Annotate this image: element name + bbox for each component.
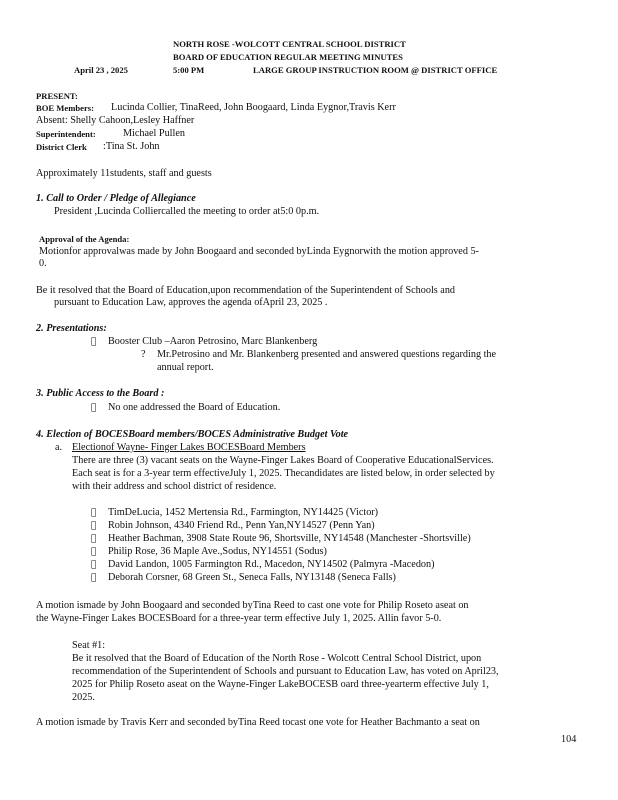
seat-1-line2: recommendation of the Superintendent of Schools and pursuant to Education Law, has voted on April23, — [72, 666, 499, 677]
section-1-body: President ,Lucinda Colliercalled the meeting to order at5:0 0p.m. — [54, 206, 320, 217]
item-a-line2: Each seat is for a 3-year term effectiveJuly 1, 2025. Thecandidates are listed below, in order selected by — [72, 468, 495, 479]
bullet-box-icon — [91, 507, 96, 519]
motion-2-line1: A motion ismade by Travis Kerr and seconded byTina Reed tocast one vote for Heather Bachmanto a seat on — [36, 717, 480, 728]
present-label: PRESENT: — [36, 91, 78, 101]
seat-1-line1: Be it resolved that the Board of Education of the North Rose - Wolcott Central School District, upon — [72, 653, 482, 664]
section-3-title: 3. Public Access to the Board : — [36, 388, 165, 399]
bullet-box-icon — [91, 336, 96, 348]
item-a-line1: There are three (3) vacant seats on the Wayne-Finger Lakes Board of Cooperative EducationalServices. — [72, 455, 494, 466]
motion-1-line2: the Wayne-Finger Lakes BOCESBoard for a three-year term effective July 1, 2025. Allin favor 5-0. — [36, 613, 442, 624]
candidate-item: Heather Bachman, 3908 State Route 96, Shortsville, NY14548 (Manchester -Shortsville) — [108, 533, 471, 544]
boe-members-label: BOE Members: — [36, 103, 94, 113]
agenda-motion-line1: Motionfor approvalwas made by John Boogaard and seconded byLinda Eygnorwith the motion approved 5- — [39, 246, 479, 257]
candidate-item: TimDeLucia, 1452 Mertensia Rd., Farmington, NY14425 (Victor) — [108, 507, 379, 518]
presentation-detail-line2: annual report. — [157, 362, 214, 373]
page-number: 104 — [561, 734, 577, 745]
superintendent-name: Michael Pullen — [123, 128, 185, 139]
candidate-item: Deborah Corsner, 68 Green St., Seneca Falls, NY13148 (Seneca Falls) — [108, 572, 396, 583]
seat-1-label: Seat #1: — [72, 640, 106, 651]
motion-1-line1: A motion ismade by John Boogaard and seconded byTina Reed to cast one vote for Philip Roseto aseat on — [36, 600, 469, 611]
section-2-title: 2. Presentations: — [36, 323, 107, 334]
bullet-box-icon — [91, 559, 96, 571]
header-meeting-title: BOARD OF EDUCATION REGULAR MEETING MINUTES — [173, 52, 403, 62]
item-a-line3: with their address and school district of residence. — [72, 481, 277, 492]
candidate-item: David Landon, 1005 Farmington Rd., Macedon, NY14502 (Palmyra -Macedon) — [108, 559, 435, 570]
bullet-box-icon — [91, 533, 96, 545]
candidate-item: Robin Johnson, 4340 Friend Rd., Penn Yan,NY14527 (Penn Yan) — [108, 520, 375, 531]
header-district: NORTH ROSE -WOLCOTT CENTRAL SCHOOL DISTRICT — [173, 39, 406, 49]
absent-members: Absent: Shelly Cahoon,Lesley Haffner — [36, 115, 195, 126]
bullet-box-icon — [91, 402, 96, 414]
section-4-title: 4. Election of BOCESBoard members/BOCES Administrative Budget Vote — [36, 429, 349, 440]
bullet-box-icon — [91, 546, 96, 558]
item-a-label: a. — [55, 442, 63, 453]
agenda-label: Approval of the Agenda: — [39, 234, 130, 244]
agenda-resolution-line2: pursuant to Education Law, approves the agenda ofApril 23, 2025 . — [54, 297, 328, 308]
presentation-item: Booster Club –Aaron Petrosino, Marc Blankenberg — [108, 336, 318, 347]
candidate-item: Philip Rose, 36 Maple Ave.,Sodus, NY14551 (Sodus) — [108, 546, 327, 557]
clerk-name: :Tina St. John — [103, 141, 160, 152]
boe-members: Lucinda Collier, TinaReed, John Boogaard, Linda Eygnor,Travis Kerr — [111, 102, 396, 113]
sub-bullet-icon: ? — [141, 349, 146, 360]
section-1-title: 1. Call to Order / Pledge of Allegiance — [36, 193, 196, 204]
bullet-box-icon — [91, 572, 96, 584]
header-time: 5:00 PM — [173, 65, 205, 75]
public-access-item: No one addressed the Board of Education. — [108, 402, 281, 413]
seat-1-line4: 2025. — [72, 692, 95, 703]
superintendent-label: Superintendent: — [36, 129, 96, 139]
header-location: LARGE GROUP INSTRUCTION ROOM @ DISTRICT OFFICE — [253, 65, 498, 75]
seat-1-line3: 2025 for Philip Roseto aseat on the Wayne-Finger LakeBOCESB oard three-yearterm effective July 1, — [72, 679, 489, 690]
item-a-title: Electionof Wayne- Finger Lakes BOCESBoard Members — [72, 442, 306, 453]
header-date: April 23 , 2025 — [74, 65, 128, 75]
agenda-motion-line2: 0. — [39, 258, 47, 269]
clerk-label: District Clerk — [36, 142, 87, 152]
agenda-resolution-line1: Be it resolved that the Board of Education,upon recommendation of the Superintendent of Schools and — [36, 285, 456, 296]
presentation-detail-line1: Mr.Petrosino and Mr. Blankenberg presented and answered questions regarding the — [157, 349, 497, 360]
attendance-count: Approximately 11students, staff and guests — [36, 168, 212, 179]
bullet-box-icon — [91, 520, 96, 532]
